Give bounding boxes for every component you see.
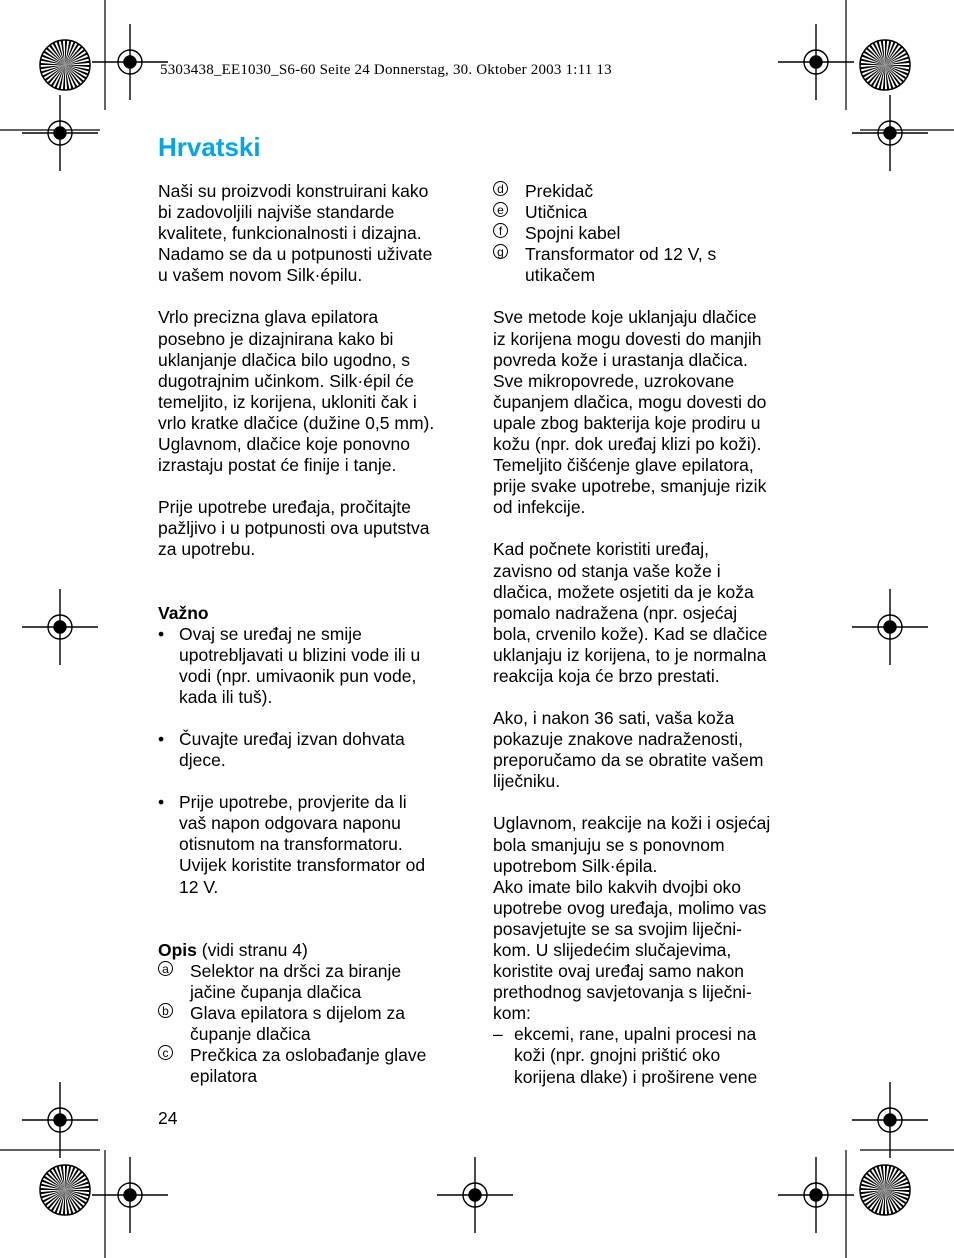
text-line: kada ili tuš). (179, 686, 273, 707)
description-item (158, 1045, 458, 1087)
text-line: posebno je dizajnirana kako bi (158, 328, 394, 349)
left-column (158, 181, 458, 1087)
registration-crosshair (22, 589, 98, 665)
irritation-paragraph (493, 539, 798, 687)
warning-item (158, 624, 458, 708)
text-line: Utičnica (525, 202, 588, 223)
intro-paragraph (158, 181, 458, 286)
text-line: korijena dlake) i proširene vene (514, 1066, 758, 1087)
dash-mark: – (493, 1024, 503, 1045)
text-line: Prekidač (525, 181, 594, 201)
text-line: 12 V. (179, 876, 219, 897)
read-instructions-paragraph (158, 497, 458, 560)
registration-starburst (40, 40, 90, 90)
item-letter-badge: d (493, 181, 508, 196)
text-line: otisnutom na transformatoru. (179, 834, 403, 855)
text-line: zavisno od stanja vaše kože i (493, 560, 721, 581)
text-line: Spojni kabel (525, 223, 621, 244)
description-item (158, 961, 458, 1003)
text-line: dugotrajnim učinkom. Silk·épil će (158, 370, 414, 391)
text-line: Uvijek koristite transformator od (179, 855, 426, 876)
registration-crosshair (92, 1157, 168, 1233)
text-line: Prije upotrebe uređaja, pročitajte (158, 497, 411, 518)
text-line: Ako imate bilo kakvih dvojbi oko (493, 876, 742, 897)
description-item (158, 1003, 458, 1045)
text-line: Ako, i nakon 36 sati, vaša koža (493, 708, 735, 729)
text-line: Naši su proizvodi konstruirani kako (158, 181, 429, 201)
text-line: povreda kože i urastanja dlačica. (493, 349, 748, 370)
text-line: Selektor na dršci za biranje (190, 960, 402, 981)
registration-starburst (860, 1165, 910, 1215)
description-note: (vidi stranu 4) (196, 939, 308, 960)
item-letter-badge: a (158, 961, 173, 976)
text-line: Temeljito čišćenje glave epilatora, (493, 455, 754, 476)
text-line: Ovaj se uređaj ne smije (179, 623, 362, 644)
bullet-mark: • (158, 623, 165, 644)
text-line: u vašem novom Silk·épilu. (158, 265, 363, 286)
text-line: od infekcije. (493, 497, 586, 518)
text-line: Prečkica za oslobađanje glave (190, 1045, 427, 1066)
text-line: izrastaju postat će finije i tanje. (158, 455, 397, 476)
text-line: Uglavnom, reakcije na koži i osjećaj (493, 813, 771, 834)
registration-starburst (40, 1165, 90, 1215)
text-line: vodi (npr. umivaonik pun vode, (179, 665, 417, 686)
skin-injury-paragraph (493, 307, 798, 518)
important-heading: Važno (158, 602, 209, 623)
registration-starburst (860, 40, 910, 90)
text-line: vrlo kratke dlačice (dužine 0,5 mm). (158, 412, 435, 433)
text-line: uklanjaju iz korijena, to je normalna (493, 644, 767, 665)
condition-item (493, 1024, 798, 1087)
right-column (493, 181, 798, 1088)
text-line: djece. (179, 750, 226, 771)
page-number: 24 (158, 1108, 178, 1128)
text-line: pomalo nadražena (npr. osjećaj (493, 602, 738, 623)
text-line: prije svake upotrebe, smanjuje rizik (493, 476, 767, 497)
page-title: Hrvatski (158, 132, 261, 162)
warning-item (158, 792, 458, 897)
text-line: Nadamo se da u potpunosti uživate (158, 244, 433, 265)
text-line: kom: (493, 1003, 531, 1024)
text-line: upale zbog bakterija koje prodiru u (493, 412, 761, 433)
text-line: preporučamo da se obratite vašem (493, 750, 764, 771)
text-line: utikačem (525, 265, 596, 286)
text-line: reakcija koja će brzo prestati. (493, 665, 720, 686)
registration-crosshair (22, 1082, 98, 1158)
text-line: upotrebljavati u blizini vode ili u (179, 644, 421, 665)
text-line: čupanje dlačica (190, 1024, 311, 1044)
text-line: temeljito, iz korijena, ukloniti čak i (158, 391, 417, 412)
registration-crosshair (92, 24, 168, 100)
bullet-mark: • (158, 792, 165, 813)
epilator-head-paragraph (158, 307, 458, 476)
reactions-paragraph (493, 813, 798, 1024)
text-line: za upotrebu. (158, 539, 256, 560)
text-line: posavjetujte se sa svojim liječni- (493, 918, 742, 939)
description-heading-line (158, 940, 458, 961)
description-item (493, 181, 798, 202)
text-line: pokazuje znakove nadraženosti, (493, 729, 744, 750)
registration-crosshair (852, 589, 928, 665)
text-line: Uglavnom, dlačice koje ponovno (158, 434, 410, 455)
text-line: epilatora (190, 1066, 258, 1087)
text-line: dlačica, možete osjetiti da je koža (493, 581, 754, 602)
text-line: Sve mikropovrede, uzrokovane (493, 370, 735, 391)
description-heading: Opis (158, 939, 197, 960)
text-line: Sve metode koje uklanjaju dlačice (493, 307, 757, 328)
text-line: kvalitete, funkcionalnosti i dizajna. (158, 223, 422, 244)
text-line: jačine čupanja dlačica (190, 981, 362, 1002)
description-item (493, 223, 798, 244)
text-line: upotrebe ovog uređaja, molimo vas (493, 897, 767, 918)
registration-crosshair (437, 1157, 513, 1233)
item-letter-badge: b (158, 1003, 173, 1018)
description-item (493, 202, 798, 223)
item-letter-badge: c (158, 1045, 173, 1060)
registration-crosshair (852, 1082, 928, 1158)
warning-item (158, 729, 458, 771)
text-line: ekcemi, rane, upalni procesi na (514, 1024, 757, 1045)
item-letter-badge: g (493, 244, 508, 259)
text-line: kom. U slijedećim slučajevima, (493, 940, 732, 960)
registration-crosshair (22, 95, 98, 171)
text-line: Transformator od 12 V, s (525, 244, 717, 265)
text-line: vaš napon odgovara naponu (179, 813, 401, 834)
text-line: bi zadovoljili najviše standarde (158, 202, 395, 223)
text-line: pažljivo i u potpunosti ova uputstva (158, 518, 430, 539)
text-line: liječniku. (493, 771, 561, 792)
item-letter-badge: e (493, 202, 508, 217)
description-item (493, 244, 798, 286)
text-line: čupanjem dlačica, mogu dovesti do (493, 391, 767, 412)
doctor-advice-paragraph (493, 708, 798, 792)
text-line: upotrebom Silk·épila. (493, 855, 658, 876)
text-line: iz korijena mogu dovesti do manjih (493, 328, 762, 349)
text-line: bola, crvenilo kože). Kad se dlačice (493, 623, 768, 644)
text-line: Glava epilatora s dijelom za (190, 1002, 405, 1023)
text-line: uklanjanje dlačica bilo ugodno, s (158, 349, 410, 370)
text-line: bola smanjuju se s ponovnom (493, 834, 725, 855)
text-line: prethodnog savjetovanja s liječni- (493, 982, 752, 1003)
item-letter-badge: f (493, 223, 508, 238)
text-line: koristite ovaj uređaj samo nakon (493, 961, 744, 982)
print-slug-line: 5303438_EE1030_S6-60 Seite 24 Donnerstag, 30. Oktober 2003 1:11 13 (160, 62, 612, 78)
bullet-mark: • (158, 728, 165, 749)
registration-crosshair (778, 24, 854, 100)
text-line: Vrlo precizna glava epilatora (158, 307, 379, 328)
text-line: Kad počnete koristiti uređaj, (493, 539, 709, 560)
text-line: Čuvajte uređaj izvan dohvata (179, 728, 405, 749)
text-line: kožu (npr. dok uređaj klizi po koži). (493, 434, 762, 455)
registration-crosshair (778, 1157, 854, 1233)
registration-crosshair (852, 95, 928, 171)
text-line: koži (npr. gnojni prištić oko (514, 1045, 721, 1066)
text-line: Prije upotrebe, provjerite da li (179, 792, 407, 813)
